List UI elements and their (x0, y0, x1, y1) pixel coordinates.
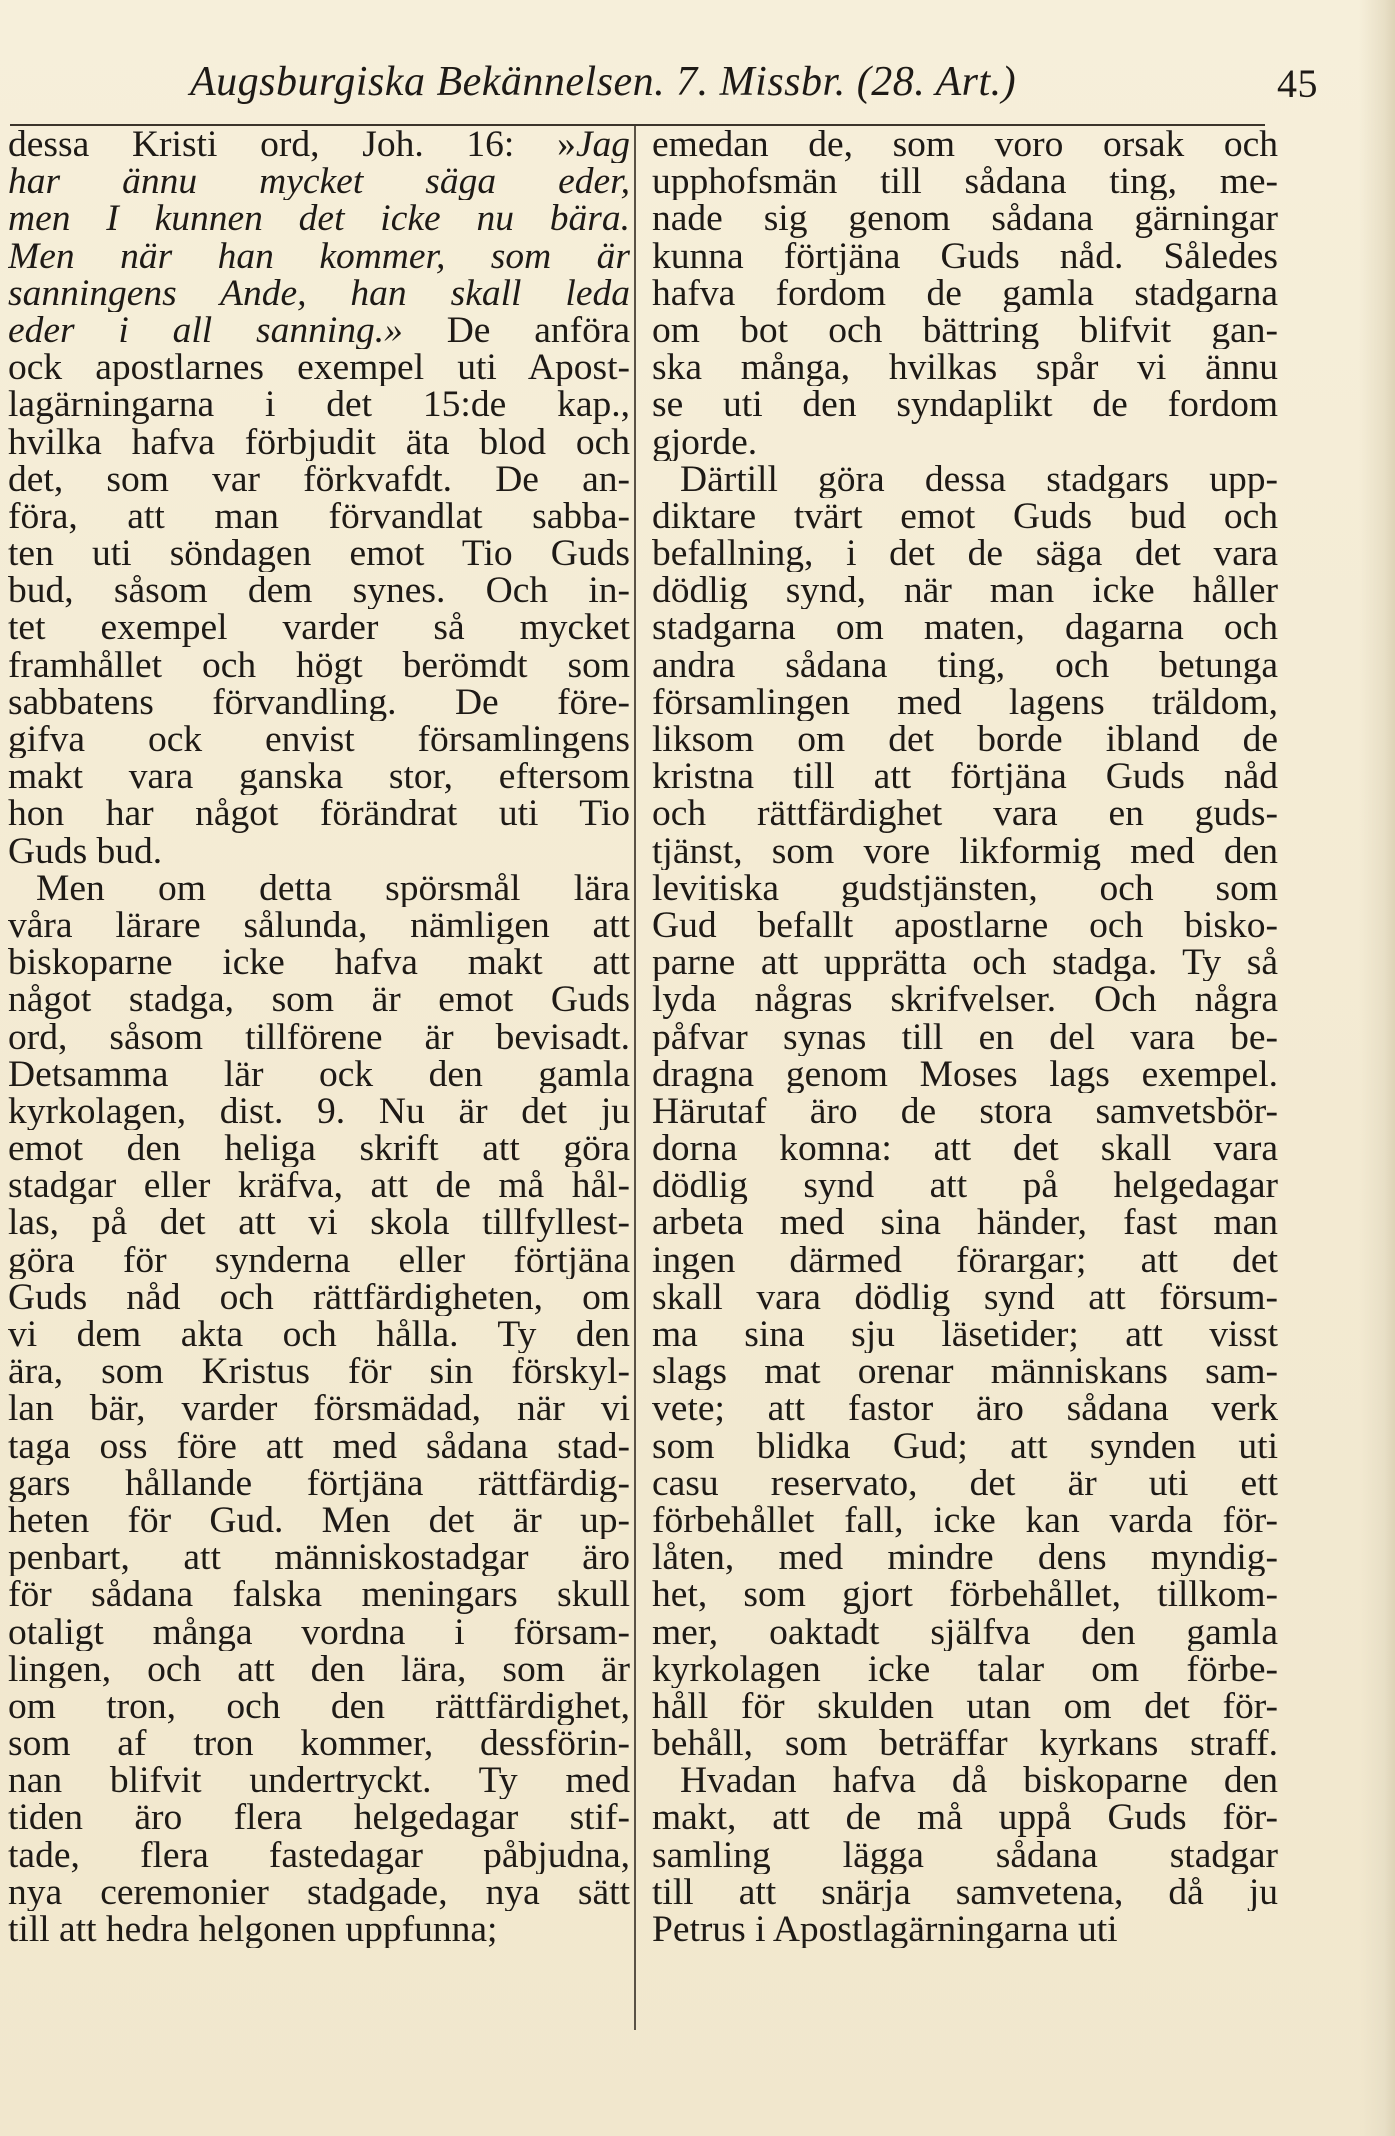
text-line: lyda någras skrifvelser. Och några (652, 981, 1278, 1019)
text-line: lingen, och att den lära, som är (8, 1650, 630, 1688)
text-line: Petrus i Apostlagärningarna uti (652, 1911, 1118, 1949)
column-divider (634, 126, 636, 2030)
text-line: gjorde. (652, 423, 758, 461)
text-line: till att hedra helgonen uppfunna; (8, 1911, 498, 1949)
text-line: nade sig genom sådana gärningar (652, 200, 1278, 238)
text-line: som blidka Gud; att synden uti (652, 1427, 1278, 1465)
text-line: makt, att de må uppå Guds för- (652, 1799, 1278, 1837)
text-line: gifva ock envist församlingens (8, 721, 630, 759)
text-line: samling lägga sådana stadgar (652, 1836, 1278, 1874)
text-line: Guds nåd och rättfärdigheten, om (8, 1278, 630, 1316)
text-line: biskoparne icke hafva makt att (8, 944, 630, 982)
text-line: har ännu mycket säga eder, (8, 163, 630, 201)
text-line: om bot och bättring blifvit gan- (652, 311, 1278, 350)
text-line: penbart, att människostadgar äro (8, 1539, 630, 1577)
text-line: taga oss före att med sådana stad- (8, 1427, 630, 1465)
text-line: mer, oaktadt själfva den gamla (652, 1613, 1278, 1651)
text-line: framhållet och högt berömdt som (8, 646, 630, 684)
text-line: dragna genom Moses lags exempel. (652, 1055, 1278, 1093)
text-line: tet exempel varder så mycket (8, 609, 630, 647)
text-line: hon har något förändrat uti Tio (8, 795, 630, 833)
text-line: ord, såsom tillförene är bevisadt. (8, 1018, 630, 1056)
text-line: nya ceremonier stadgade, nya sätt (8, 1873, 630, 1911)
text-line: tade, flera fastedagar påbjudna, (8, 1836, 630, 1874)
text-line: Härutaf äro de stora samvetsbör- (652, 1092, 1278, 1131)
text-line: förbehållet fall, icke kan varda för- (652, 1501, 1278, 1540)
text-line: dödlig synd, när man icke håller (652, 572, 1278, 610)
text-line: Men om detta spörsmål lära (36, 869, 630, 907)
text-line: vete; att fastor äro sådana verk (652, 1390, 1278, 1428)
text-line: stadgar eller kräfva, att de må hål- (8, 1167, 630, 1205)
text-line: skall vara dödlig synd att försum- (652, 1278, 1278, 1316)
text-line: om tron, och den rättfärdighet, (8, 1687, 630, 1726)
text-line: för sådana falska meningars skull (8, 1576, 630, 1614)
text-line: göra för synderna eller förtjäna (8, 1241, 630, 1279)
text-line: något stadga, som är emot Guds (8, 981, 630, 1019)
text-line: diktare tvärt emot Guds bud och (652, 497, 1278, 536)
text-line: eder i all sanning.» De anföra (8, 311, 630, 350)
text-line: nan blifvit undertryckt. Ty med (8, 1762, 630, 1800)
text-line: Men när han kommer, som är (8, 237, 630, 275)
text-line: het, som gjort förbehållet, tillkom- (652, 1576, 1278, 1614)
text-line: casu reservato, det är uti ett (652, 1464, 1278, 1502)
text-line: stadgarna om maten, dagarna och (652, 609, 1278, 647)
right-column (652, 126, 1278, 1948)
text-line: Gud befallt apostlarne och bisko- (652, 906, 1278, 945)
text-line: tiden äro flera helgedagar stif- (8, 1799, 630, 1837)
page-header (190, 58, 1318, 118)
text-line: ma sina sju läsetider; att visst (652, 1316, 1278, 1354)
text-line: Detsamma lär ock den gamla (8, 1055, 630, 1093)
text-line: till att snärja samvetena, då ju (652, 1873, 1278, 1911)
text-line: ingen därmed förargar; att det (652, 1241, 1278, 1279)
text-line: det, som var förkvafdt. De an- (8, 460, 630, 498)
text-line: Guds bud. (8, 832, 163, 870)
page-edge-shadow (1359, 0, 1395, 2136)
text-line: upphofsmän till sådana ting, me- (652, 163, 1278, 201)
text-line: dorna komna: att det skall vara (652, 1130, 1278, 1168)
text-line: ära, som Kristus för sin förskyl- (8, 1353, 630, 1391)
page-number: 45 (1277, 61, 1318, 106)
text-line: tjänst, som vore likformig med den (652, 832, 1278, 870)
text-line: behåll, som beträffar kyrkans straff. (652, 1725, 1278, 1763)
text-line: otaligt många vordna i försam- (8, 1613, 630, 1651)
text-line: dessa Kristi ord, Joh. 16: »Jag (8, 126, 630, 164)
text-line: kristna till att förtjäna Guds nåd (652, 758, 1278, 796)
text-line: kunna förtjäna Guds nåd. Således (652, 237, 1278, 275)
text-line: håll för skulden utan om det för- (652, 1687, 1278, 1726)
text-line: arbeta med sina händer, fast man (652, 1204, 1278, 1242)
text-line: levitiska gudstjänsten, och som (652, 869, 1278, 907)
left-column (8, 126, 630, 1948)
text-line: emot den heliga skrift att göra (8, 1130, 630, 1168)
text-line: makt vara ganska stor, eftersom (8, 758, 630, 796)
text-line: föra, att man förvandlat sabba- (8, 497, 630, 536)
text-line: våra lärare sålunda, nämligen att (8, 906, 630, 945)
text-line: och rättfärdighet vara en guds- (652, 795, 1278, 833)
text-line: dödlig synd att på helgedagar (652, 1167, 1278, 1205)
text-line: ten uti söndagen emot Tio Guds (8, 535, 630, 573)
text-line: låten, med mindre dens myndig- (652, 1539, 1278, 1577)
text-line: kyrkolagen icke talar om förbe- (652, 1650, 1278, 1688)
text-line: som af tron kommer, dessförin- (8, 1725, 630, 1763)
text-line: ock apostlarnes exempel uti Apost- (8, 349, 630, 387)
text-line: andra sådana ting, och betunga (652, 646, 1278, 684)
text-line: lagärningarna i det 15:de kap., (8, 386, 630, 424)
text-line: emedan de, som voro orsak och (652, 126, 1278, 164)
text-line: hvilka hafva förbjudit äta blod och (8, 423, 630, 461)
text-line: gars hållande förtjäna rättfärdig- (8, 1464, 630, 1502)
text-line: kyrkolagen, dist. 9. Nu är det ju (8, 1092, 630, 1131)
text-line: hafva fordom de gamla stadgarna (652, 274, 1278, 312)
text-line: heten för Gud. Men det är up- (8, 1501, 630, 1540)
text-line: slags mat orenar människans sam- (652, 1353, 1278, 1391)
text-line: ska många, hvilkas spår vi ännu (652, 349, 1278, 387)
text-line: sabbatens förvandling. De före- (8, 683, 630, 721)
text-line: bud, såsom dem synes. Och in- (8, 572, 630, 610)
text-line: liksom om det borde ibland de (652, 721, 1278, 759)
running-title: Augsburgiska Bekännelsen. 7. Missbr. (28. Art.) (190, 59, 1017, 105)
text-line: påfvar synas till en del vara be- (652, 1018, 1278, 1056)
text-line: las, på det att vi skola tillfyllest- (8, 1204, 630, 1242)
text-line: se uti den syndaplikt de fordom (652, 386, 1278, 424)
text-line: Hvadan hafva då biskoparne den (680, 1762, 1278, 1800)
text-line: men I kunnen det icke nu bära. (8, 200, 630, 238)
text-line: befallning, i det de säga det vara (652, 535, 1278, 573)
text-line: församlingen med lagens träldom, (652, 683, 1278, 721)
text-line: sanningens Ande, han skall leda (8, 274, 630, 312)
text-line: Därtill göra dessa stadgars upp- (680, 460, 1278, 498)
text-line: lan bär, varder försmädad, när vi (8, 1390, 630, 1428)
text-line: parne att upprätta och stadga. Ty så (652, 944, 1278, 982)
text-line: vi dem akta och hålla. Ty den (8, 1316, 630, 1354)
